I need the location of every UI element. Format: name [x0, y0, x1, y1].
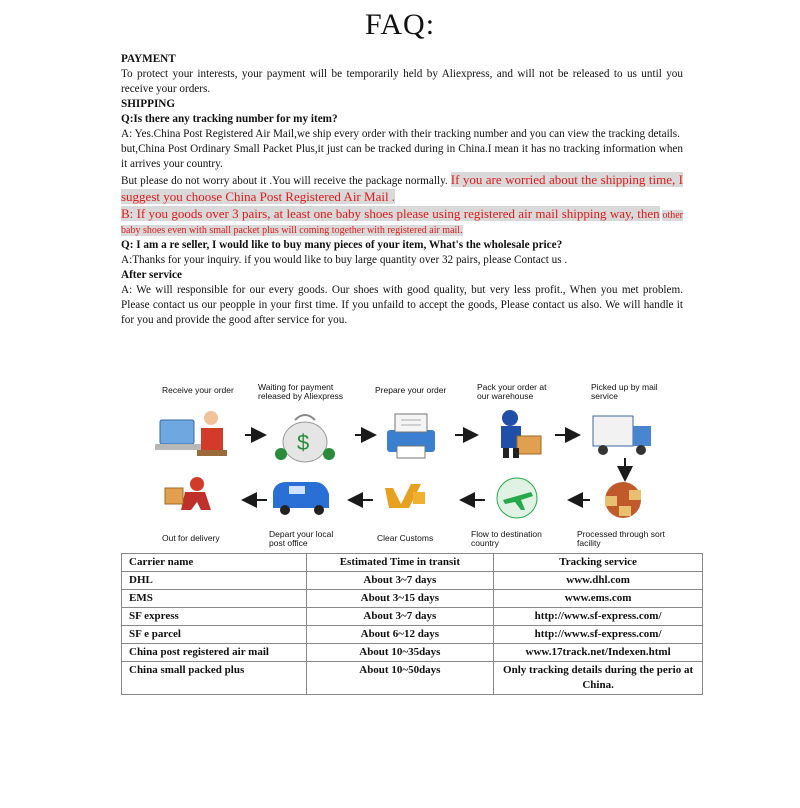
after-service-text: A: We will responsible for our every goods. Our shoes with good quality, but very less profit., When you met problem. Please contact us our peopple in your first time. If you unfaild to accept the goods, Please contact us also. We will handle it for you and provide the good after service for you.	[121, 284, 683, 326]
step-receive-order-label: Receive your order	[162, 385, 234, 395]
table-row	[122, 644, 703, 662]
svg-text:$: $	[297, 430, 310, 455]
tracking-cell: http://www.sf-express.com/	[494, 608, 703, 626]
carrier-cell: China post registered air mail	[122, 644, 307, 662]
time-cell: About 3~15 days	[306, 590, 494, 608]
multi-pair-note-small: other baby shoes even with small packet plus will coming together with registered air mail.	[121, 210, 683, 236]
time-cell: About 10~50days	[306, 662, 494, 695]
airplane-icon	[497, 478, 537, 518]
shipping-process-flow	[145, 380, 665, 552]
table-header-row	[122, 554, 703, 572]
table-row	[122, 662, 703, 695]
carrier-cell: China small packed plus	[122, 662, 307, 695]
payment-heading: PAYMENT	[121, 53, 176, 65]
wholesale-answer: A:Thanks for your inquiry. if you would like to buy large quantity over 32 pairs, please Contact us .	[121, 254, 568, 266]
table-row	[122, 590, 703, 608]
step-sort-facility-label: Processed through sort facility	[577, 529, 665, 548]
tracking-answer-2: but,China Post Ordinary Small Packet Plus,it just can be tracked during in China.I mean it has no tracking information when it arrives your country.	[121, 143, 683, 170]
courier-icon	[165, 477, 211, 510]
multi-pair-note-main: B: If you goods over 3 pairs, at least one baby shoes please using registered air mail shipping way, then	[121, 206, 660, 221]
tracking-cell: Only tracking details during the perio at China.	[494, 662, 703, 695]
carrier-cell: SF express	[122, 608, 307, 626]
tracking-answer-1: A: Yes.China Post Registered Air Mail,we ship every order with their tracking number and you can view the tracking details.	[121, 128, 680, 140]
truck-icon	[593, 416, 651, 455]
computer-person-icon	[155, 411, 227, 456]
step-out-for-delivery-label: Out for delivery	[162, 533, 220, 543]
tracking-cell: www.ems.com	[494, 590, 703, 608]
time-cell: About 6~12 days	[306, 626, 494, 644]
customs-icon	[385, 484, 425, 508]
tracking-cell: http://www.sf-express.com/	[494, 626, 703, 644]
step-waiting-payment-label: Waiting for payment released by Aliexpress	[258, 382, 344, 401]
tracking-cell: www.dhl.com	[494, 572, 703, 590]
header-estimated-time: Estimated Time in transit	[306, 554, 494, 572]
time-cell: About 3~7 days	[306, 608, 494, 626]
tracking-answer-3	[121, 172, 683, 206]
table-row	[122, 572, 703, 590]
registered-mail-suggestion: If you are worried about the shipping time, I suggest you choose China Post Registered Air Mail .	[121, 172, 684, 204]
tracking-cell: www.17track.net/Indexen.html	[494, 644, 703, 662]
after-service-heading: After service	[121, 269, 182, 281]
shipping-heading: SHIPPING	[121, 98, 176, 110]
tracking-question: Q:Is there any tracking number for my item?	[121, 113, 338, 125]
carrier-cell: SF e parcel	[122, 626, 307, 644]
header-tracking-service: Tracking service	[494, 554, 703, 572]
step-pack-order-label: Pack your order at our warehouse	[477, 382, 547, 401]
time-cell: About 3~7 days	[306, 572, 494, 590]
time-cell: About 10~35days	[306, 644, 494, 662]
step-clear-customs-label: Clear Customs	[377, 533, 434, 543]
table-row	[122, 626, 703, 644]
carrier-table	[121, 553, 703, 695]
step-prepare-order-label: Prepare your order	[375, 385, 447, 395]
table-row	[122, 608, 703, 626]
worker-box-icon	[501, 410, 541, 458]
carrier-cell: DHL	[122, 572, 307, 590]
multi-pair-note	[121, 206, 683, 238]
globe-boxes-icon	[605, 482, 641, 518]
header-carrier-name: Carrier name	[122, 554, 307, 572]
tracking-answer-3-plain: But please do not worry about it .You will receive the package normally.	[121, 175, 448, 187]
page-title: FAQ:	[364, 8, 436, 41]
faq-body	[121, 52, 683, 328]
step-picked-up-label: Picked up by mail service	[591, 382, 658, 401]
step-flow-destination-label: Flow to destination country	[471, 529, 542, 548]
payment-text: To protect your interests, your payment will be temporarily held by Aliexpress, and will not be released to us until you receive your orders.	[121, 68, 683, 95]
van-icon	[273, 482, 329, 515]
carrier-cell: EMS	[122, 590, 307, 608]
printer-icon	[387, 414, 435, 458]
wholesale-question: Q: I am a re seller, I would like to buy many pieces of your item, What's the wholesale price?	[121, 239, 563, 251]
step-depart-post-office-label: Depart your local post office	[269, 529, 334, 548]
money-bag-icon	[275, 415, 335, 462]
flow-graphics	[145, 380, 665, 552]
